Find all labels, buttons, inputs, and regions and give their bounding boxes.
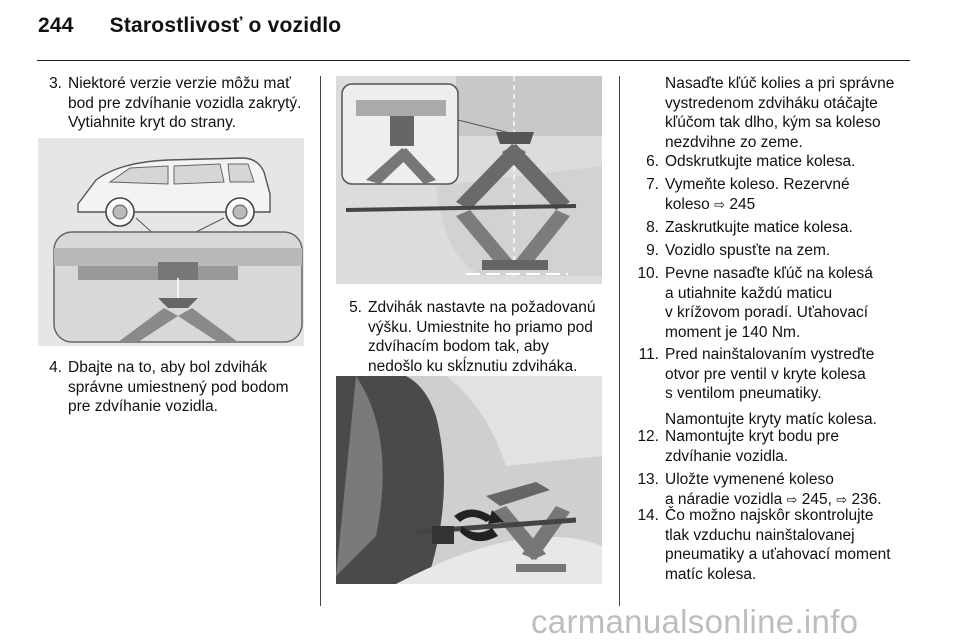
watermark-url: carmanualsonline.info xyxy=(531,603,859,640)
page-number: 244 xyxy=(38,14,74,37)
figure-jack-point-cover xyxy=(38,138,304,346)
column-divider-left xyxy=(320,76,321,606)
page-reference-icon: ⇨ xyxy=(714,197,726,213)
column-divider-right xyxy=(619,76,620,606)
header-divider xyxy=(37,60,910,61)
step-11-note: Namontujte kryty matíc kolesa. xyxy=(665,410,877,428)
figure-jack-with-wrench xyxy=(336,376,602,584)
section-title: Starostlivosť o vozidlo xyxy=(109,14,342,37)
step-5-continued: Nasaďte kľúč kolies a pri správne vystredenom zdviháku otáčajte kľúčom tak dlho, kým sa koleso nezdvihne zo zeme. xyxy=(665,75,895,151)
figure-jack-under-point xyxy=(336,76,602,284)
page-reference-icon: ⇨ xyxy=(786,492,798,508)
page-reference-icon: ⇨ xyxy=(836,492,848,508)
page-reference[interactable]: 245, xyxy=(801,490,832,508)
page-header xyxy=(38,14,341,38)
page-reference[interactable]: 245 xyxy=(729,195,756,213)
page-reference[interactable]: 236. xyxy=(851,490,882,508)
